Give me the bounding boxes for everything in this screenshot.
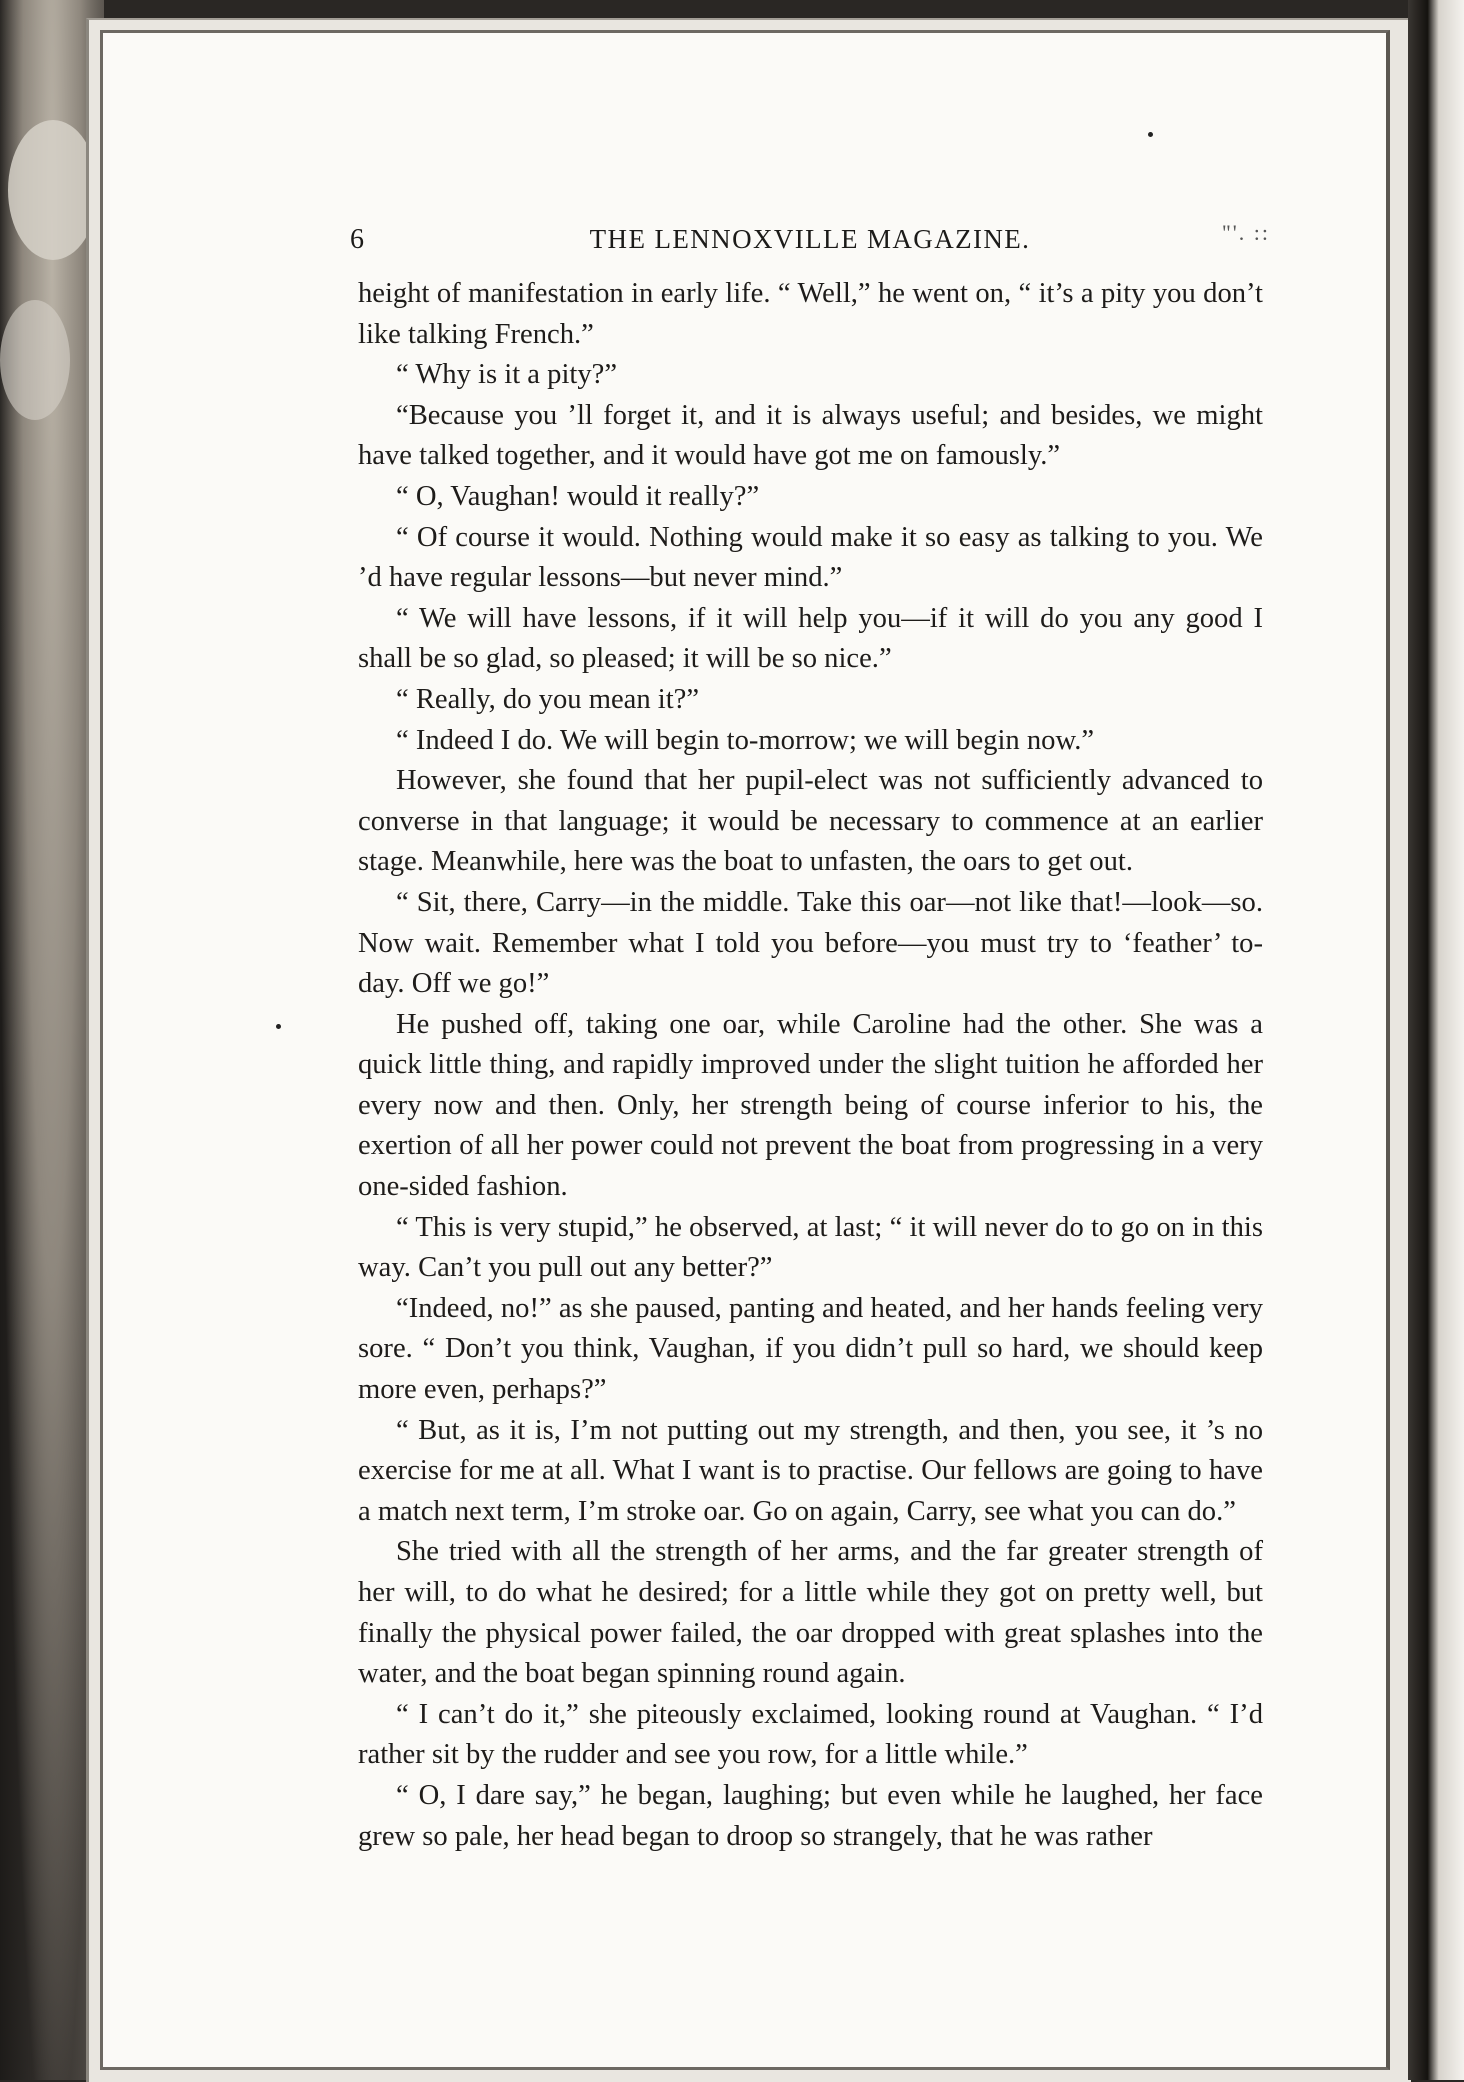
paragraph: “ Really, do you mean it?”: [396, 683, 700, 715]
magazine-title: THE LENNOXVILLE MAGAZINE.: [589, 224, 1031, 254]
page-number: 6: [350, 224, 364, 255]
paragraph: “ O, I dare say,” he began, laughing; but even while he laughed, her face grew so pale, her head began to droop so strangely, that he was rather: [358, 1779, 1263, 1852]
paragraph: “ Why is it a pity?”: [396, 359, 618, 391]
foxing-stain: [0, 300, 70, 420]
body-text: [358, 274, 1263, 1857]
paragraph: “Indeed, no!” as she paused, panting and heated, and her hands feeling very sore. “ Don’t you think, Vaughan, if you didn’t pull so hard, we should keep more even, perhaps?”: [358, 1292, 1263, 1406]
paragraph: “ But, as it is, I’m not putting out my strength, and then, you see, it ’s no exercise for me at all. What I want is to practise. Our fellows are going to have a match next term, I’m stroke oar. Go on again, Carry, see what you can do.”: [358, 1414, 1263, 1527]
paragraph: “ Sit, there, Carry—in the middle. Take this oar—not like that!—look—so. Now wait. Remember what I told you before—you must try to ‘feather’ to-day. Off we go!”: [358, 886, 1263, 1000]
header-smudge-mark: "'. ::: [1221, 220, 1270, 245]
paragraph: “ Of course it would. Nothing would make it so easy as talking to you. We ’d have regular lessons—but never mind.”: [358, 521, 1263, 594]
paragraph: “ We will have lessons, if it will help you—if it will do you any good I shall be so glad, so pleased; it will be so nice.”: [358, 602, 1263, 675]
paragraph: He pushed off, taking one oar, while Caroline had the other. She was a quick little thing, and rapidly improved under the slight tuition he afforded her every now and then. Only, her strength being of course inferior to his, the exertion of all her power could not prevent the boat from progressing in a very one-sided fashion.: [358, 1008, 1263, 1203]
paragraph: “Because you ’ll forget it, and it is always useful; and besides, we might have talked together, and it would have got me on famously.”: [358, 399, 1263, 472]
speck: [1148, 132, 1153, 137]
paragraph: She tried with all the strength of her arms, and the far greater strength of her will, to do what he desired; for a little while they got on pretty well, but finally the physical power failed, the oar dropped with great splashes into the water, and the boat began spinning round again.: [358, 1536, 1263, 1690]
paragraph: “ Indeed I do. We will begin to-morrow; we will begin now.”: [396, 724, 1095, 756]
running-head: [350, 218, 1270, 258]
speck: [276, 1024, 281, 1029]
paragraph: “ This is very stupid,” he observed, at last; “ it will never do to go on in this way. Can’t you pull out any better?”: [358, 1211, 1263, 1284]
page-edge-right: [1408, 0, 1464, 2080]
paragraph: “ I can’t do it,” she piteously exclaimed, looking round at Vaughan. “ I’d rather sit by the rudder and see you row, for a little while.”: [358, 1698, 1263, 1771]
paragraph: height of manifestation in early life. “ Well,” he went on, “ it’s a pity you don’t like talking French.”: [358, 278, 1263, 350]
paragraph: “ O, Vaughan! would it really?”: [396, 480, 760, 512]
foxing-stain: [8, 120, 98, 260]
paragraph: However, she found that her pupil-elect was not sufficiently advanced to converse in that language; it would be necessary to commence at an earlier stage. Meanwhile, here was the boat to unfasten, the oars to get out.: [358, 765, 1263, 878]
